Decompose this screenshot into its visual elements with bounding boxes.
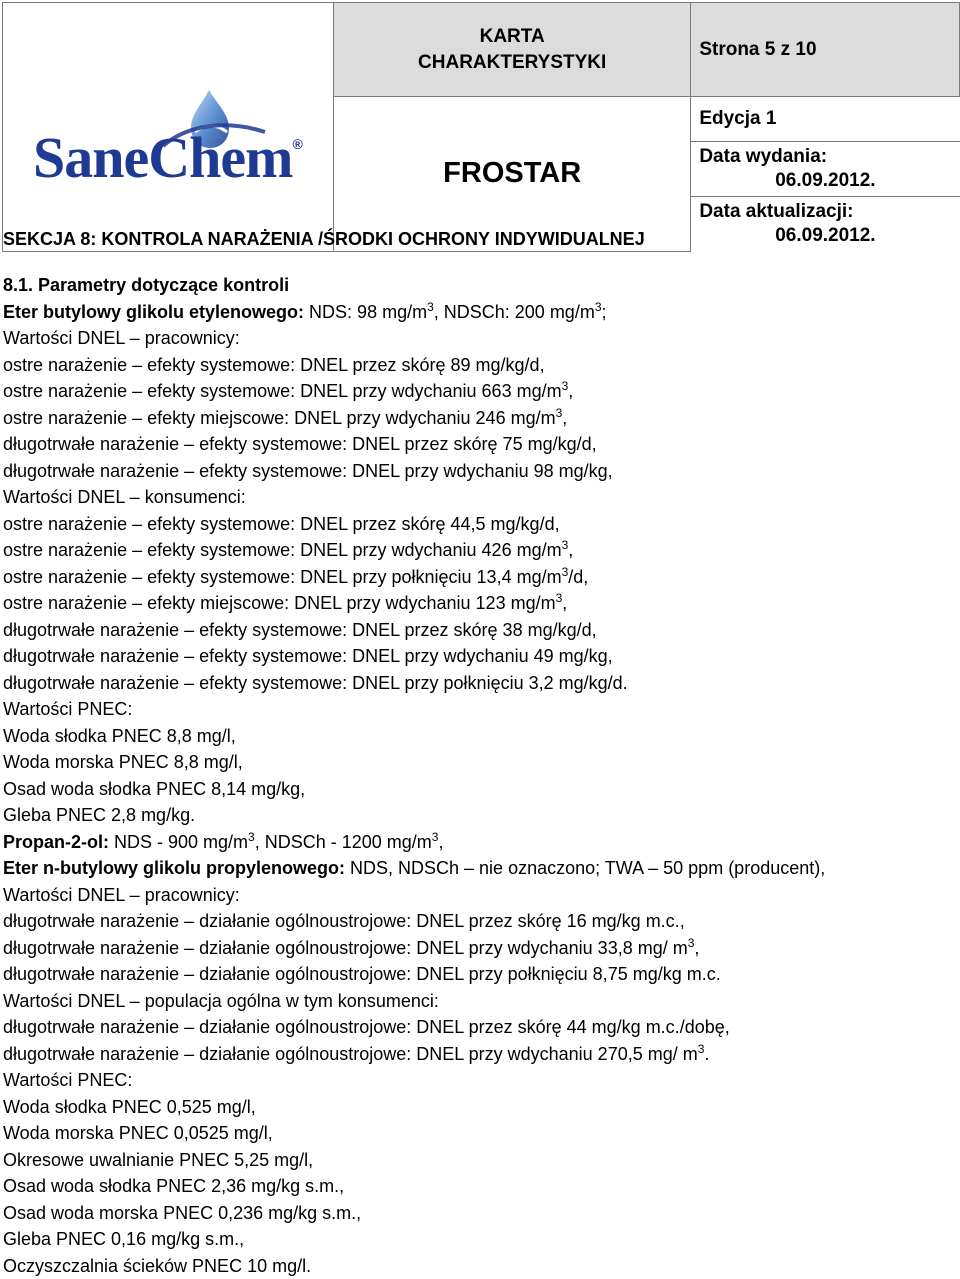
superscript: 3 — [248, 830, 255, 844]
logo-cell — [3, 3, 334, 252]
superscript: 3 — [688, 936, 695, 950]
text-line — [3, 1226, 953, 1253]
line-text: . — [704, 1044, 709, 1064]
text-line — [3, 1200, 953, 1227]
substance-name: Eter n-butylowy glikolu propylenowego: — [3, 858, 345, 878]
line-text: /d, — [568, 567, 588, 587]
line-text: długotrwałe narażenie – efekty systemowe: DNEL przez skórę 75 mg/kg/d, — [3, 434, 597, 454]
line-text: Woda morska PNEC 8,8 mg/l, — [3, 752, 243, 772]
line-text: długotrwałe narażenie – działanie ogólnoustrojowe: DNEL przy wdychaniu 270,5 mg/ m — [3, 1044, 698, 1064]
line-text: Wartości PNEC: — [3, 699, 132, 719]
line-text: długotrwałe narażenie – efekty systemowe: DNEL przy wdychaniu 49 mg/kg, — [3, 646, 613, 666]
text-line — [3, 1147, 953, 1174]
line-text: ostre narażenie – efekty miejscowe: DNEL przy wdychaniu 246 mg/m — [3, 408, 556, 428]
text-line — [3, 1041, 953, 1068]
registered-mark: ® — [292, 136, 301, 152]
text-line — [3, 802, 953, 829]
superscript: 3 — [562, 565, 569, 579]
issue-date-label: Data wydania: — [691, 145, 959, 169]
line-text: , — [568, 381, 573, 401]
text-line — [3, 405, 953, 432]
substance-name: Propan-2-ol: — [3, 832, 109, 852]
meta-cell — [691, 97, 960, 252]
line-text: NDS: 98 mg/m — [304, 302, 427, 322]
text-line — [3, 431, 953, 458]
line-text: Woda morska PNEC 0,0525 mg/l, — [3, 1123, 273, 1143]
text-line — [3, 378, 953, 405]
line-text: , — [694, 938, 699, 958]
text-line — [3, 299, 953, 326]
line-text: Oczyszczalnia ścieków PNEC 10 mg/l. — [3, 1256, 311, 1276]
issue-date-cell — [691, 142, 959, 197]
line-text: długotrwałe narażenie – efekty systemowe: DNEL przy połknięciu 3,2 mg/kg/d. — [3, 673, 628, 693]
line-text: Woda słodka PNEC 0,525 mg/l, — [3, 1097, 256, 1117]
page-number: Strona 5 z 10 — [691, 3, 960, 97]
line-text: , — [438, 832, 443, 852]
doc-title-cell — [334, 3, 691, 97]
section-title: SEKCJA 8: KONTROLA NARAŻENIA /ŚRODKI OCHRONY INDYWIDUALNEJ — [3, 229, 645, 250]
text-line — [3, 1094, 953, 1121]
line-text: , — [562, 408, 567, 428]
line-text: długotrwałe narażenie – działanie ogólnoustrojowe: DNEL przy wdychaniu 33,8 mg/ m — [3, 938, 688, 958]
line-text: Wartości PNEC: — [3, 1070, 132, 1090]
line-text: długotrwałe narażenie – efekty systemowe: DNEL przy wdychaniu 98 mg/kg, — [3, 461, 613, 481]
text-line — [3, 325, 953, 352]
meta-table — [691, 97, 959, 251]
line-text: ostre narażenie – efekty systemowe: DNEL przy wdychaniu 426 mg/m — [3, 540, 562, 560]
text-line — [3, 855, 953, 882]
line-text: NDS, NDSCh – nie oznaczono; TWA – 50 ppm (producent), — [345, 858, 825, 878]
product-name: FROSTAR — [334, 97, 691, 252]
text-line — [3, 961, 953, 988]
update-date-cell — [691, 197, 959, 252]
text-line — [3, 882, 953, 909]
text-line — [3, 537, 953, 564]
text-line — [3, 352, 953, 379]
text-line — [3, 829, 953, 856]
text-line — [3, 749, 953, 776]
update-date-label: Data aktualizacji: — [691, 200, 959, 224]
text-line — [3, 776, 953, 803]
doc-title-line1: KARTA — [334, 24, 690, 50]
line-text: Wartości DNEL – konsumenci: — [3, 487, 246, 507]
text-line — [3, 1120, 953, 1147]
text-line — [3, 511, 953, 538]
line-text: Wartości DNEL – pracownicy: — [3, 885, 240, 905]
line-text: Wartości DNEL – populacja ogólna w tym konsumenci: — [3, 991, 439, 1011]
line-text: ostre narażenie – efekty systemowe: DNEL przy połknięciu 13,4 mg/m — [3, 567, 562, 587]
text-line — [3, 935, 953, 962]
line-text: , — [562, 593, 567, 613]
update-date-value: 06.09.2012. — [691, 224, 959, 248]
line-text: ostre narażenie – efekty systemowe: DNEL przez skórę 89 mg/kg/d, — [3, 355, 545, 375]
line-text: Gleba PNEC 2,8 mg/kg. — [3, 805, 195, 825]
edition: Edycja 1 — [691, 97, 959, 142]
line-text: , NDSCh: 200 mg/m — [434, 302, 595, 322]
section-content — [3, 272, 953, 1279]
line-text: ostre narażenie – efekty systemowe: DNEL przez skórę 44,5 mg/kg/d, — [3, 514, 560, 534]
doc-title-line2: CHARAKTERYSTYKI — [334, 50, 690, 76]
line-text: ostre narażenie – efekty systemowe: DNEL przy wdychaniu 663 mg/m — [3, 381, 562, 401]
superscript: 3 — [556, 406, 563, 420]
line-text: ostre narażenie – efekty miejscowe: DNEL przy wdychaniu 123 mg/m — [3, 593, 556, 613]
superscript: 3 — [595, 300, 602, 314]
text-line — [3, 458, 953, 485]
line-text: Osad woda morska PNEC 0,236 mg/kg s.m., — [3, 1203, 361, 1223]
superscript: 3 — [556, 591, 563, 605]
document-header — [2, 2, 960, 252]
line-text: Wartości DNEL – pracownicy: — [3, 328, 240, 348]
text-line — [3, 1067, 953, 1094]
line-text: Woda słodka PNEC 8,8 mg/l, — [3, 726, 236, 746]
line-text: Gleba PNEC 0,16 mg/kg s.m., — [3, 1229, 244, 1249]
text-line — [3, 1014, 953, 1041]
substance-name: Eter butylowy glikolu etylenowego: — [3, 302, 304, 322]
line-text: ; — [602, 302, 607, 322]
issue-date-value: 06.09.2012. — [691, 169, 959, 193]
line-text: długotrwałe narażenie – działanie ogólnoustrojowe: DNEL przez skórę 44 mg/kg m.c./dobę, — [3, 1017, 730, 1037]
line-text: Okresowe uwalnianie PNEC 5,25 mg/l, — [3, 1150, 313, 1170]
line-text: NDS - 900 mg/m — [109, 832, 248, 852]
text-line — [3, 484, 953, 511]
line-text: , NDSCh - 1200 mg/m — [255, 832, 432, 852]
text-line — [3, 988, 953, 1015]
superscript: 3 — [432, 830, 439, 844]
sanechem-logo — [3, 28, 333, 226]
text-line — [3, 643, 953, 670]
text-line — [3, 617, 953, 644]
text-line — [3, 723, 953, 750]
superscript: 3 — [427, 300, 434, 314]
company-name: SaneChem® — [33, 112, 302, 190]
line-text: , — [568, 540, 573, 560]
line-text: Osad woda słodka PNEC 8,14 mg/kg, — [3, 779, 305, 799]
line-text: długotrwałe narażenie – działanie ogólnoustrojowe: DNEL przez skórę 16 mg/kg m.c., — [3, 911, 685, 931]
text-line — [3, 908, 953, 935]
text-line — [3, 590, 953, 617]
superscript: 3 — [562, 538, 569, 552]
text-line — [3, 670, 953, 697]
text-line — [3, 1253, 953, 1279]
text-line — [3, 564, 953, 591]
text-line — [3, 272, 953, 299]
text-line — [3, 696, 953, 723]
superscript: 3 — [562, 379, 569, 393]
line-text: długotrwałe narażenie – działanie ogólnoustrojowe: DNEL przy połknięciu 8,75 mg/kg m.c. — [3, 964, 721, 984]
substance-name: 8.1. Parametry dotyczące kontroli — [3, 275, 289, 295]
text-line — [3, 1173, 953, 1200]
line-text: Osad woda słodka PNEC 2,36 mg/kg s.m., — [3, 1176, 344, 1196]
line-text: długotrwałe narażenie – efekty systemowe: DNEL przez skórę 38 mg/kg/d, — [3, 620, 597, 640]
superscript: 3 — [698, 1042, 705, 1056]
